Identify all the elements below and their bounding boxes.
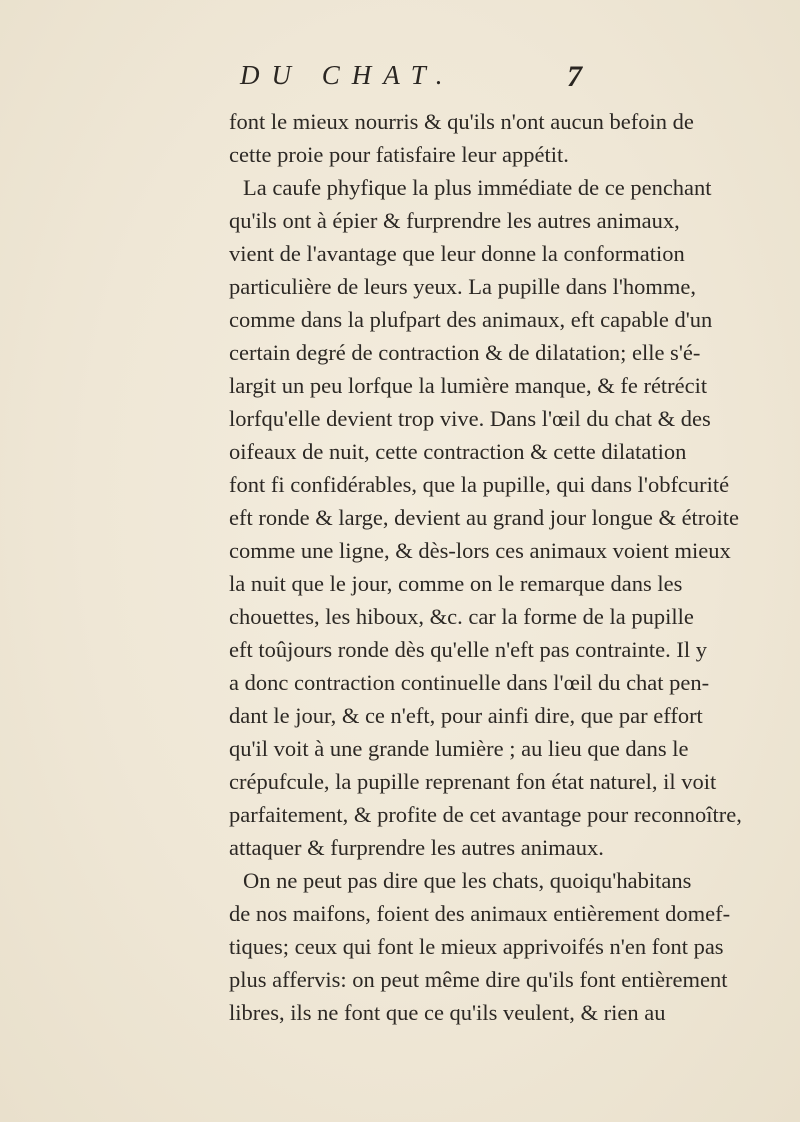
text-line: font fi confidérables, que la pupille, qui dans l'obfcurité (229, 472, 730, 497)
text-line: eft toûjours ronde dès qu'elle n'eft pas contrainte. Il y (229, 637, 707, 662)
running-title: DU CHAT. (240, 60, 455, 90)
running-head (0, 60, 800, 100)
text-line: a donc contraction continuelle dans l'œil du chat pen- (229, 670, 710, 695)
text-line: comme une ligne, & dès-lors ces animaux voient mieux (229, 538, 731, 563)
text-line: qu'il voit à une grande lumière ; au lieu que dans le (229, 736, 689, 761)
text-line: parfaitement, & profite de cet avantage pour reconnoître, (229, 802, 742, 827)
text-line: chouettes, les hiboux, &c. car la forme de la pupille (229, 604, 694, 629)
text-line: tiques; ceux qui font le mieux apprivoifés n'en font pas (229, 934, 724, 959)
page-number: 7 (567, 60, 582, 93)
text-line: particulière de leurs yeux. La pupille dans l'homme, (229, 274, 697, 299)
text-line: font le mieux nourris & qu'ils n'ont aucun befoin de (229, 109, 694, 134)
text-line: libres, ils ne font que ce qu'ils veulent, & rien au (229, 1000, 666, 1025)
text-line: plus affervis: on peut même dire qu'ils font entièrement (229, 967, 728, 992)
text-line: eft ronde & large, devient au grand jour longue & étroite (229, 505, 740, 530)
text-line: certain degré de contraction & de dilatation; elle s'é- (229, 340, 701, 365)
paragraph-start-line: La caufe phyfique la plus immédiate de ce penchant (243, 175, 712, 200)
paragraph-start-line: On ne peut pas dire que les chats, quoiqu'habitans (243, 868, 692, 893)
text-line: dant le jour, & ce n'eft, pour ainfi dire, que par effort (229, 703, 703, 728)
body-text (229, 105, 789, 1029)
text-line: lorfqu'elle devient trop vive. Dans l'œil du chat & des (229, 406, 711, 431)
text-line: la nuit que le jour, comme on le remarque dans les (229, 571, 683, 596)
text-line: comme dans la plufpart des animaux, eft capable d'un (229, 307, 713, 332)
text-line: attaquer & furprendre les autres animaux. (229, 835, 604, 860)
text-line: largit un peu lorfque la lumière manque, & fe rétrécit (229, 373, 708, 398)
text-line: oifeaux de nuit, cette contraction & cette dilatation (229, 439, 687, 464)
text-line: cette proie pour fatisfaire leur appétit. (229, 142, 569, 167)
text-line: de nos maifons, foient des animaux entièrement domef- (229, 901, 731, 926)
text-line: vient de l'avantage que leur donne la conformation (229, 241, 685, 266)
text-line: qu'ils ont à épier & furprendre les autres animaux, (229, 208, 680, 233)
text-line: crépufcule, la pupille reprenant fon état naturel, il voit (229, 769, 717, 794)
